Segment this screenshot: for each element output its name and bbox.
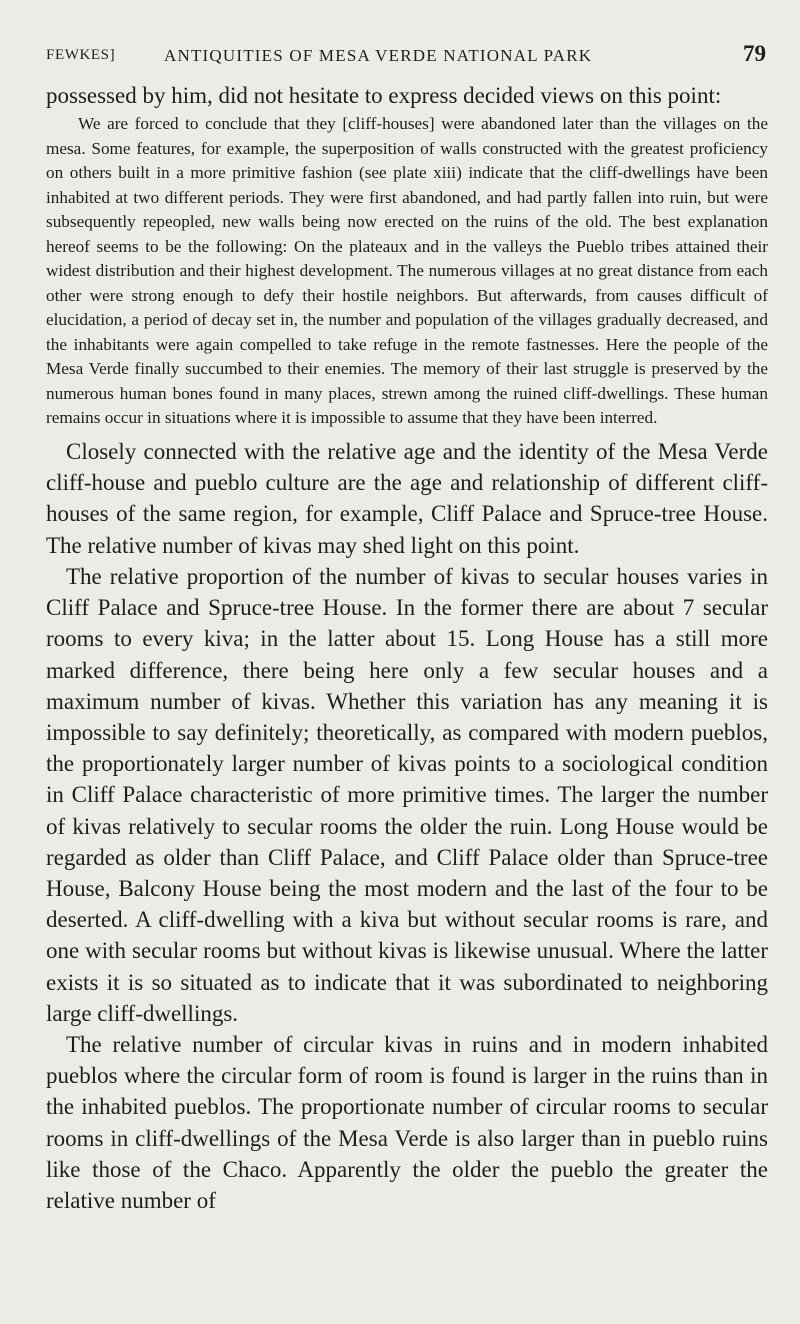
paragraph-closely-connected: Closely connected with the relative age and the identity of the Mesa Verde cliff-house and pueblo culture are the age and relationship of different cliff-houses of the same region, for example, Cliff Palace and Spruce-tree House. The relative number of kivas may shed light on this point. [46,439,768,558]
paragraph-relative-proportion: The relative proportion of the number of kivas to secular houses varies in Cliff Palace and Spruce-tree House. In the former there are about 7 secular rooms to every kiva; in the latter about 15. Long House has a still more marked difference, there being here only a few secular houses and a maximum number of kivas. Whether this variation has any meaning it is impossible to say definitely; theoretically, as compared with modern pueblos, the proportionately larger number of kivas points to a sociological condition in Cliff Palace characteristic of more primitive times. The larger the number of kivas relatively to secular rooms the older the ruin. Long House would be regarded as older than Cliff Palace, and Cliff Palace older than Spruce-tree House, Balcony House being the most modern and the last of the four to be deserted. A cliff-dwelling with a kiva but without secular rooms is rare, and one with secular rooms but without kivas is likewise unusual. Where the latter exists it is so situated as to indicate that it was subordinated to neighboring large cliff-dwellings. [46,564,768,1026]
running-head-title: ANTIQUITIES OF MESA VERDE NATIONAL PARK [164,46,593,65]
lead-text: possessed by him, did not hesitate to express decided views on this point: [46,83,722,108]
page-number: 79 [743,41,766,66]
block-quote: We are forced to conclude that they [cliff-houses] were abandoned later than the villages on the mesa. Some features, for example, the superposition of walls constructed with the greatest proficiency on others built in a more primitive fashion (see plate xiii) indicate that the cliff-dwellings have been inhabited at two different periods. They were first abandoned, and had partly fallen into ruin, but were subsequently repeopled, new walls being now erected on the ruins of the old. The best explanation hereof seems to be the following: On the plateaux and in the valleys the Pueblo tribes attained their widest distribution and their highest development. The numerous villages at no great distance from each other were strong enough to defy their hostile neighbors. But afterwards, from causes difficult of elucidation, a period of decay set in, the number and population of the villages gradually decreased, and the inhabitants were again compelled to take refuge in the remote fastnesses. Here the people of the Mesa Verde finally succumbed to their enemies. The memory of their last struggle is preserved by the numerous human bones found in many places, strewn among the ruined cliff-dwellings. These human remains occur in situations where it is impossible to assume that they have been interred. [46,114,768,427]
paragraph-circular-kivas: The relative number of circular kivas in ruins and in modern inhabited pueblos where the circular form of room is found is larger in the ruins than in the inhabited pueblos. The proportionate number of circular rooms to secular rooms in cliff-dwellings of the Mesa Verde is also larger than in pueblo ruins like those of the Chaco. Apparently the older the pueblo the greater the relative number of [46,1032,768,1214]
running-head-author: FEWKES] [46,47,116,63]
running-head [46,41,766,74]
